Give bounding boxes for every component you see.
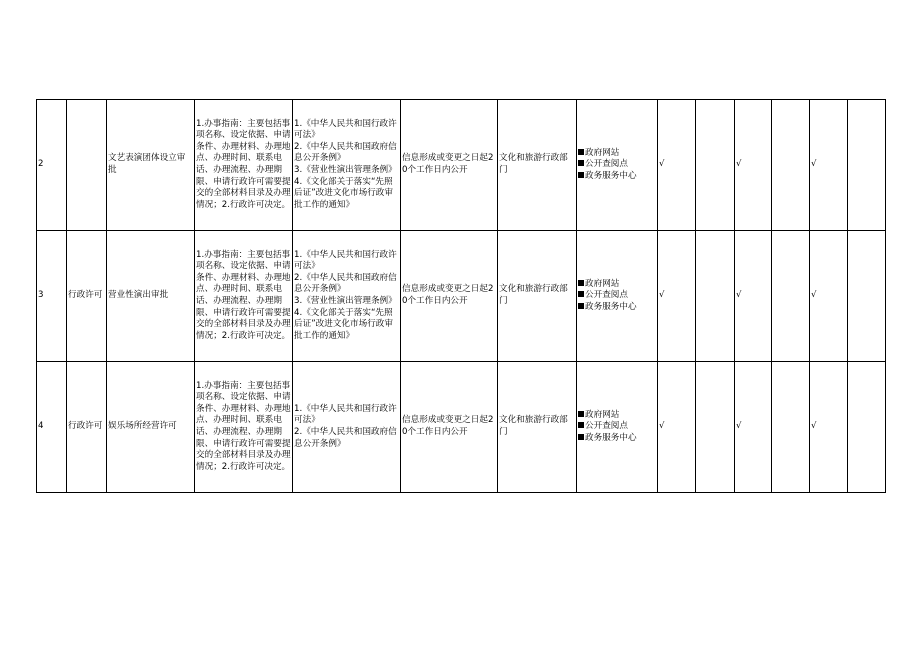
square-bullet-icon xyxy=(578,434,584,440)
check-cell xyxy=(696,362,735,493)
basis-cell xyxy=(293,362,401,493)
check-cell: √ xyxy=(735,231,772,362)
square-bullet-icon xyxy=(578,280,584,286)
channel-item: 政务服务中心 xyxy=(578,433,656,445)
check-cell xyxy=(696,231,735,362)
basis-line: 2.《中华人民共和国政府信息公开条例》 xyxy=(294,141,397,164)
channel-item: 政务服务中心 xyxy=(578,302,656,314)
check-cell xyxy=(696,100,735,231)
item-name-cell: 营业性演出审批 xyxy=(107,231,195,362)
basis-line: 2.《中华人民共和国政府信息公开条例》 xyxy=(294,272,397,295)
basis-line: 2.《中华人民共和国政府信息公开条例》 xyxy=(294,427,397,449)
row-number: 4 xyxy=(37,362,67,493)
disclosure-table xyxy=(36,99,886,493)
check-cell: √ xyxy=(658,100,696,231)
square-bullet-icon xyxy=(578,160,584,166)
channel-item: 公开查阅点 xyxy=(578,159,656,171)
category-cell xyxy=(67,100,107,231)
channel-cell xyxy=(577,231,658,362)
basis-cell xyxy=(293,231,401,362)
check-cell: √ xyxy=(658,231,696,362)
subject-cell: 文化和旅游行政部门 xyxy=(498,231,577,362)
check-cell xyxy=(772,100,810,231)
check-cell: √ xyxy=(658,362,696,493)
content-cell: 1.办事指南：主要包括事项名称、设定依据、申请条件、办理材料、办理地点、办理时间、联系电话、办理流程、办理期限、申请行政许可需要提交的全部材料目录及办理情况；2.行政许可决定。 xyxy=(195,231,293,362)
content-cell: 1.办事指南：主要包括事项名称、设定依据、申请条件、办理材料、办理地点、办理时间、联系电话、办理流程、办理期限、申请行政许可需要提交的全部材料目录及办理情况；2.行政许可决定。 xyxy=(195,100,293,231)
check-cell: √ xyxy=(810,231,848,362)
square-bullet-icon xyxy=(578,422,584,428)
basis-line: 1.《中华人民共和国行政许可法》 xyxy=(294,118,397,141)
item-name-cell: 娱乐场所经营许可 xyxy=(107,362,195,493)
square-bullet-icon xyxy=(578,149,584,155)
channel-item: 政府网站 xyxy=(578,148,656,160)
channel-item: 政府网站 xyxy=(578,279,656,291)
check-cell: √ xyxy=(810,100,848,231)
channel-cell xyxy=(577,100,658,231)
channel-item: 公开查阅点 xyxy=(578,290,656,302)
square-bullet-icon xyxy=(578,303,584,309)
basis-cell xyxy=(293,100,401,231)
category-cell: 行政许可 xyxy=(67,362,107,493)
channel-item: 政务服务中心 xyxy=(578,171,656,183)
check-cell xyxy=(848,100,886,231)
time-limit-cell: 信息形成或变更之日起20个工作日内公开 xyxy=(401,231,498,362)
basis-line: 3.《营业性演出管理条例》 xyxy=(294,165,397,175)
check-cell xyxy=(772,231,810,362)
item-name-cell: 文艺表演团体设立审批 xyxy=(107,100,195,231)
check-cell xyxy=(848,231,886,362)
time-limit-cell: 信息形成或变更之日起20个工作日内公开 xyxy=(401,362,498,493)
basis-line: 4.《文化部关于落实“先照后证”改进文化市场行政审批工作的通知》 xyxy=(294,176,393,210)
check-cell xyxy=(772,362,810,493)
square-bullet-icon xyxy=(578,291,584,297)
category-cell: 行政许可 xyxy=(67,231,107,362)
table-row xyxy=(37,231,886,362)
channel-item: 政府网站 xyxy=(578,410,656,422)
channel-item: 公开查阅点 xyxy=(578,421,656,433)
check-cell: √ xyxy=(735,100,772,231)
row-number: 2 xyxy=(37,100,67,231)
row-number: 3 xyxy=(37,231,67,362)
subject-cell: 文化和旅游行政部门 xyxy=(498,100,577,231)
basis-line: 1.《中华人民共和国行政许可法》 xyxy=(294,249,397,272)
table-row xyxy=(37,362,886,493)
basis-line: 4.《文化部关于落实“先照后证”改进文化市场行政审批工作的通知》 xyxy=(294,307,393,341)
channel-cell xyxy=(577,362,658,493)
time-limit-cell: 信息形成或变更之日起20个工作日内公开 xyxy=(401,100,498,231)
basis-line: 3.《营业性演出管理条例》 xyxy=(294,296,397,306)
table-row xyxy=(37,100,886,231)
content-cell: 1.办事指南：主要包括事项名称、设定依据、申请条件、办理材料、办理地点、办理时间、联系电话、办理流程、办理期限、申请行政许可需要提交的全部材料目录及办理情况；2.行政许可决定。 xyxy=(195,362,293,493)
subject-cell: 文化和旅游行政部门 xyxy=(498,362,577,493)
square-bullet-icon xyxy=(578,411,584,417)
check-cell: √ xyxy=(810,362,848,493)
basis-line: 1.《中华人民共和国行政许可法》 xyxy=(294,403,397,426)
square-bullet-icon xyxy=(578,172,584,178)
check-cell xyxy=(848,362,886,493)
check-cell: √ xyxy=(735,362,772,493)
